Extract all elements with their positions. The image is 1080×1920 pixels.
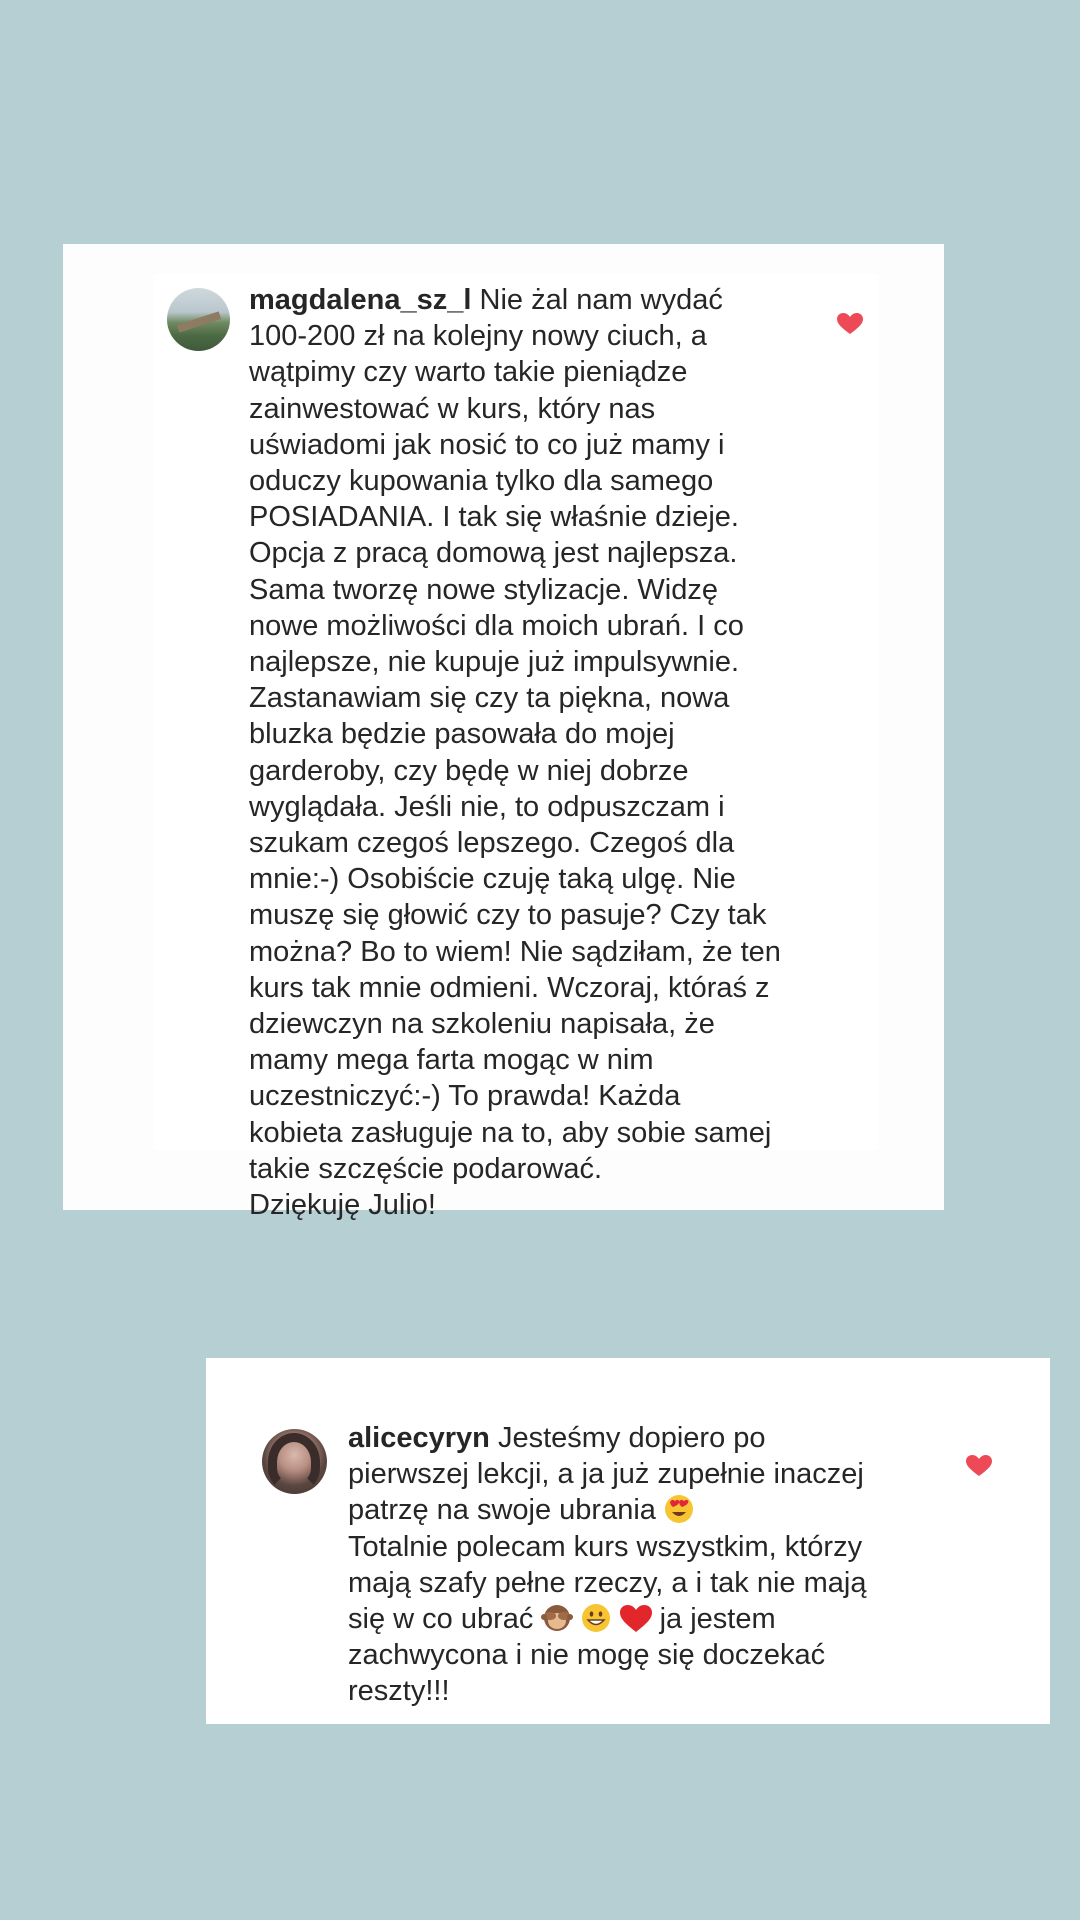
comment-username[interactable]: magdalena_sz_l [249, 284, 472, 316]
comment-text: Totalnie polecam kurs wszystkim, którzy mają szafy pełne rzeczy, a i tak nie mają się w co ubrać [348, 1530, 867, 1636]
avatar-pier-shape [177, 311, 221, 332]
avatar[interactable] [167, 288, 230, 351]
see-no-evil-monkey-emoji [541, 1603, 573, 1633]
comment-username[interactable]: alicecyryn [348, 1422, 490, 1454]
like-heart-icon[interactable] [837, 313, 863, 335]
comment-text: Jesteśmy dopiero po pierwszej lekcji, a ja już zupełnie inaczej patrzę na swoje ubrania [348, 1422, 864, 1527]
avatar-hair-shape [268, 1433, 320, 1491]
comment-text: Nie żal nam wydać 100-200 zł na kolejny nowy ciuch, a wątpimy czy warto takie pieniądze zainwestować w kurs, który nas uświadomi jak nosić to co już mamy i oduczy kupowania tylko dla samego POSIADANIA. I tak się właśnie dzieje. Opcja z pracą domową jest najlepsza. Sama tworzę nowe stylizacje. Widzę nowe możliwości dla moich ubrań. I co najlepsze, nie kupuje już impulsywnie. Zastanawiam się czy ta piękna, nowa bluzka będzie pasowała do mojej garderoby, czy będę w niej dobrze wyglądała. Jeśli nie, to odpuszczam i szukam czegoś lepszego. Czegoś dla mnie:-) Osobiście czuję taką ulgę. Nie muszę się głowić czy to pasuje? Czy tak można? Bo to wiem! Nie sądziłam, że ten kurs tak mnie odmieni. Wczoraj, któraś z dziewczyn na szkoleniu napisała, że mamy mega farta mogąc w nim uczestniczyć:-) To prawda! Każda kobieta zasługuje na to, aby sobie samej takie szczęście podarować. Dziękuję Julio! [249, 284, 781, 1222]
comment-text: ja jestem zachwycona i nie mogę się doczekać reszty!!! [348, 1603, 826, 1708]
grinning-face-emoji [581, 1603, 611, 1633]
avatar[interactable] [262, 1429, 327, 1494]
like-heart-icon[interactable] [966, 1455, 992, 1477]
heart-eyes-emoji [664, 1494, 694, 1524]
comment-2 [348, 1420, 928, 1710]
comment-1 [249, 282, 849, 1223]
red-heart-emoji [620, 1605, 652, 1633]
